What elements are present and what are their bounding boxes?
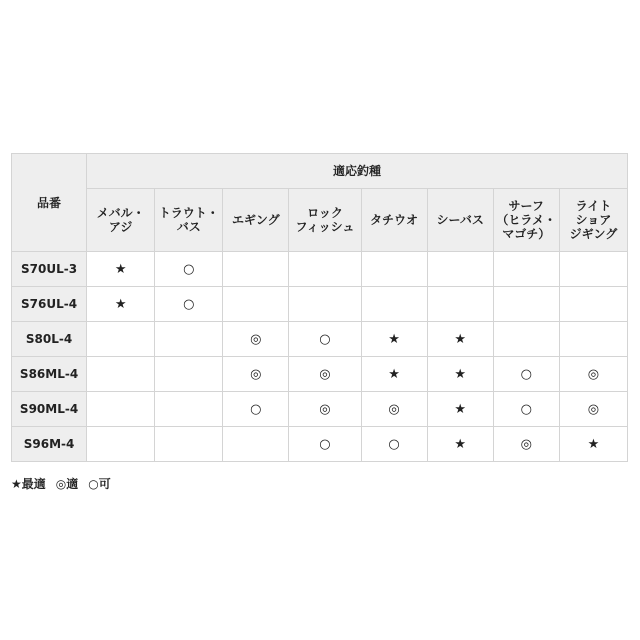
suitability-mark: ○ [520, 402, 532, 417]
suitability-mark: ◎ [587, 402, 600, 417]
suitability-mark: ★ [388, 332, 400, 347]
model-cell: S80L-4 [12, 322, 87, 357]
suitability-cell [427, 252, 493, 287]
suitability-mark: ◎ [520, 437, 532, 452]
suitability-cell [155, 427, 223, 462]
model-cell: S86ML-4 [12, 357, 87, 392]
suitability-cell [427, 287, 493, 322]
suitability-cell [361, 322, 427, 357]
suitability-cell [493, 427, 559, 462]
suitability-cell [87, 252, 155, 287]
suitability-cell [559, 427, 627, 462]
suitability-cell [87, 287, 155, 322]
species-header [361, 189, 427, 252]
species-header-label: ライト ショア ジギング [569, 199, 618, 241]
legend-label: 最適 [21, 477, 46, 491]
suitability-mark: ◎ [388, 402, 400, 417]
suitability-cell [427, 322, 493, 357]
suitability-cell [223, 287, 289, 322]
table-row [12, 287, 628, 322]
species-header [289, 189, 361, 252]
suitability-cell [289, 357, 361, 392]
suitability-cell [87, 357, 155, 392]
suitability-mark: ★ [388, 367, 400, 382]
rod-suitability-table [11, 153, 628, 462]
suitability-mark: ◎ [250, 367, 262, 382]
suitability-cell [223, 252, 289, 287]
suitability-cell [223, 322, 289, 357]
species-header [559, 189, 627, 252]
suitability-mark: ○ [183, 297, 195, 312]
suitability-cell [559, 357, 627, 392]
table-row [12, 357, 628, 392]
legend-symbol: ◎ [55, 477, 67, 491]
model-cell: S76UL-4 [12, 287, 87, 322]
model-cell: S96M-4 [12, 427, 87, 462]
suitability-cell [361, 252, 427, 287]
suitability-cell [493, 322, 559, 357]
species-header-label: タチウオ [370, 213, 419, 227]
suitability-cell [559, 392, 627, 427]
table-row [12, 392, 628, 427]
suitability-mark: ◎ [319, 402, 331, 417]
table-row [12, 427, 628, 462]
table-row [12, 252, 628, 287]
suitability-cell [87, 427, 155, 462]
suitability-mark: ○ [520, 367, 532, 382]
suitability-cell [155, 287, 223, 322]
suitability-mark: ○ [388, 437, 400, 452]
suitability-mark: ★ [454, 437, 466, 452]
legend-item [11, 477, 46, 491]
suitability-mark: ○ [183, 262, 195, 277]
species-header [155, 189, 223, 252]
species-header-label: エギング [232, 213, 280, 227]
legend-label: 可 [98, 477, 111, 491]
suitability-cell [361, 357, 427, 392]
suitability-cell [559, 322, 627, 357]
table-row [12, 322, 628, 357]
suitability-cell [427, 427, 493, 462]
suitability-cell [87, 322, 155, 357]
suitability-cell [361, 392, 427, 427]
suitability-cell [427, 357, 493, 392]
suitability-mark: ○ [319, 437, 331, 452]
suitability-cell [87, 392, 155, 427]
suitability-cell [493, 392, 559, 427]
suitability-cell [559, 252, 627, 287]
suitability-cell [223, 427, 289, 462]
suitability-cell [427, 392, 493, 427]
species-header-label: ロック フィッシュ [295, 206, 355, 234]
species-header-label: サーフ （ヒラメ・ マゴチ） [496, 199, 557, 241]
species-header-label: シーバス [436, 213, 484, 227]
suitability-mark: ◎ [587, 367, 600, 382]
suitability-mark: ★ [114, 262, 127, 277]
suitability-cell [361, 287, 427, 322]
legend-label: 適 [66, 477, 79, 491]
legend-item [56, 477, 79, 491]
suitability-mark: ★ [587, 437, 600, 452]
suitability-mark: ◎ [250, 332, 262, 347]
suitability-cell [361, 427, 427, 462]
species-header-label: トラウト・ バス [158, 206, 219, 234]
fishing-type-group-header: 適応釣種 [87, 154, 628, 189]
suitability-mark: ○ [250, 402, 262, 417]
table-body [12, 252, 628, 462]
suitability-cell [493, 287, 559, 322]
suitability-cell [155, 252, 223, 287]
suitability-cell [289, 427, 361, 462]
suitability-cell [559, 287, 627, 322]
suitability-mark: ★ [114, 297, 127, 312]
species-header-label: メバル・ アジ [96, 206, 145, 234]
model-cell: S70UL-3 [12, 252, 87, 287]
legend-symbol: ○ [88, 477, 99, 491]
suitability-mark: ★ [454, 332, 466, 347]
suitability-cell [289, 322, 361, 357]
species-header-row [12, 189, 628, 252]
suitability-cell [493, 252, 559, 287]
legend-item [88, 477, 111, 491]
suitability-cell [223, 392, 289, 427]
suitability-mark: ○ [319, 332, 331, 347]
suitability-cell [155, 357, 223, 392]
suitability-cell [493, 357, 559, 392]
species-header [87, 189, 155, 252]
suitability-cell [223, 357, 289, 392]
model-column-header: 品番 [12, 154, 87, 252]
suitability-cell [155, 392, 223, 427]
suitability-cell [289, 287, 361, 322]
legend-symbol: ★ [11, 477, 22, 491]
suitability-mark: ★ [454, 402, 466, 417]
suitability-mark: ★ [454, 367, 466, 382]
suitability-cell [289, 252, 361, 287]
suitability-cell [155, 322, 223, 357]
legend [11, 475, 121, 492]
species-header [223, 189, 289, 252]
species-header [493, 189, 559, 252]
suitability-cell [289, 392, 361, 427]
species-header [427, 189, 493, 252]
model-cell: S90ML-4 [12, 392, 87, 427]
suitability-mark: ◎ [319, 367, 331, 382]
